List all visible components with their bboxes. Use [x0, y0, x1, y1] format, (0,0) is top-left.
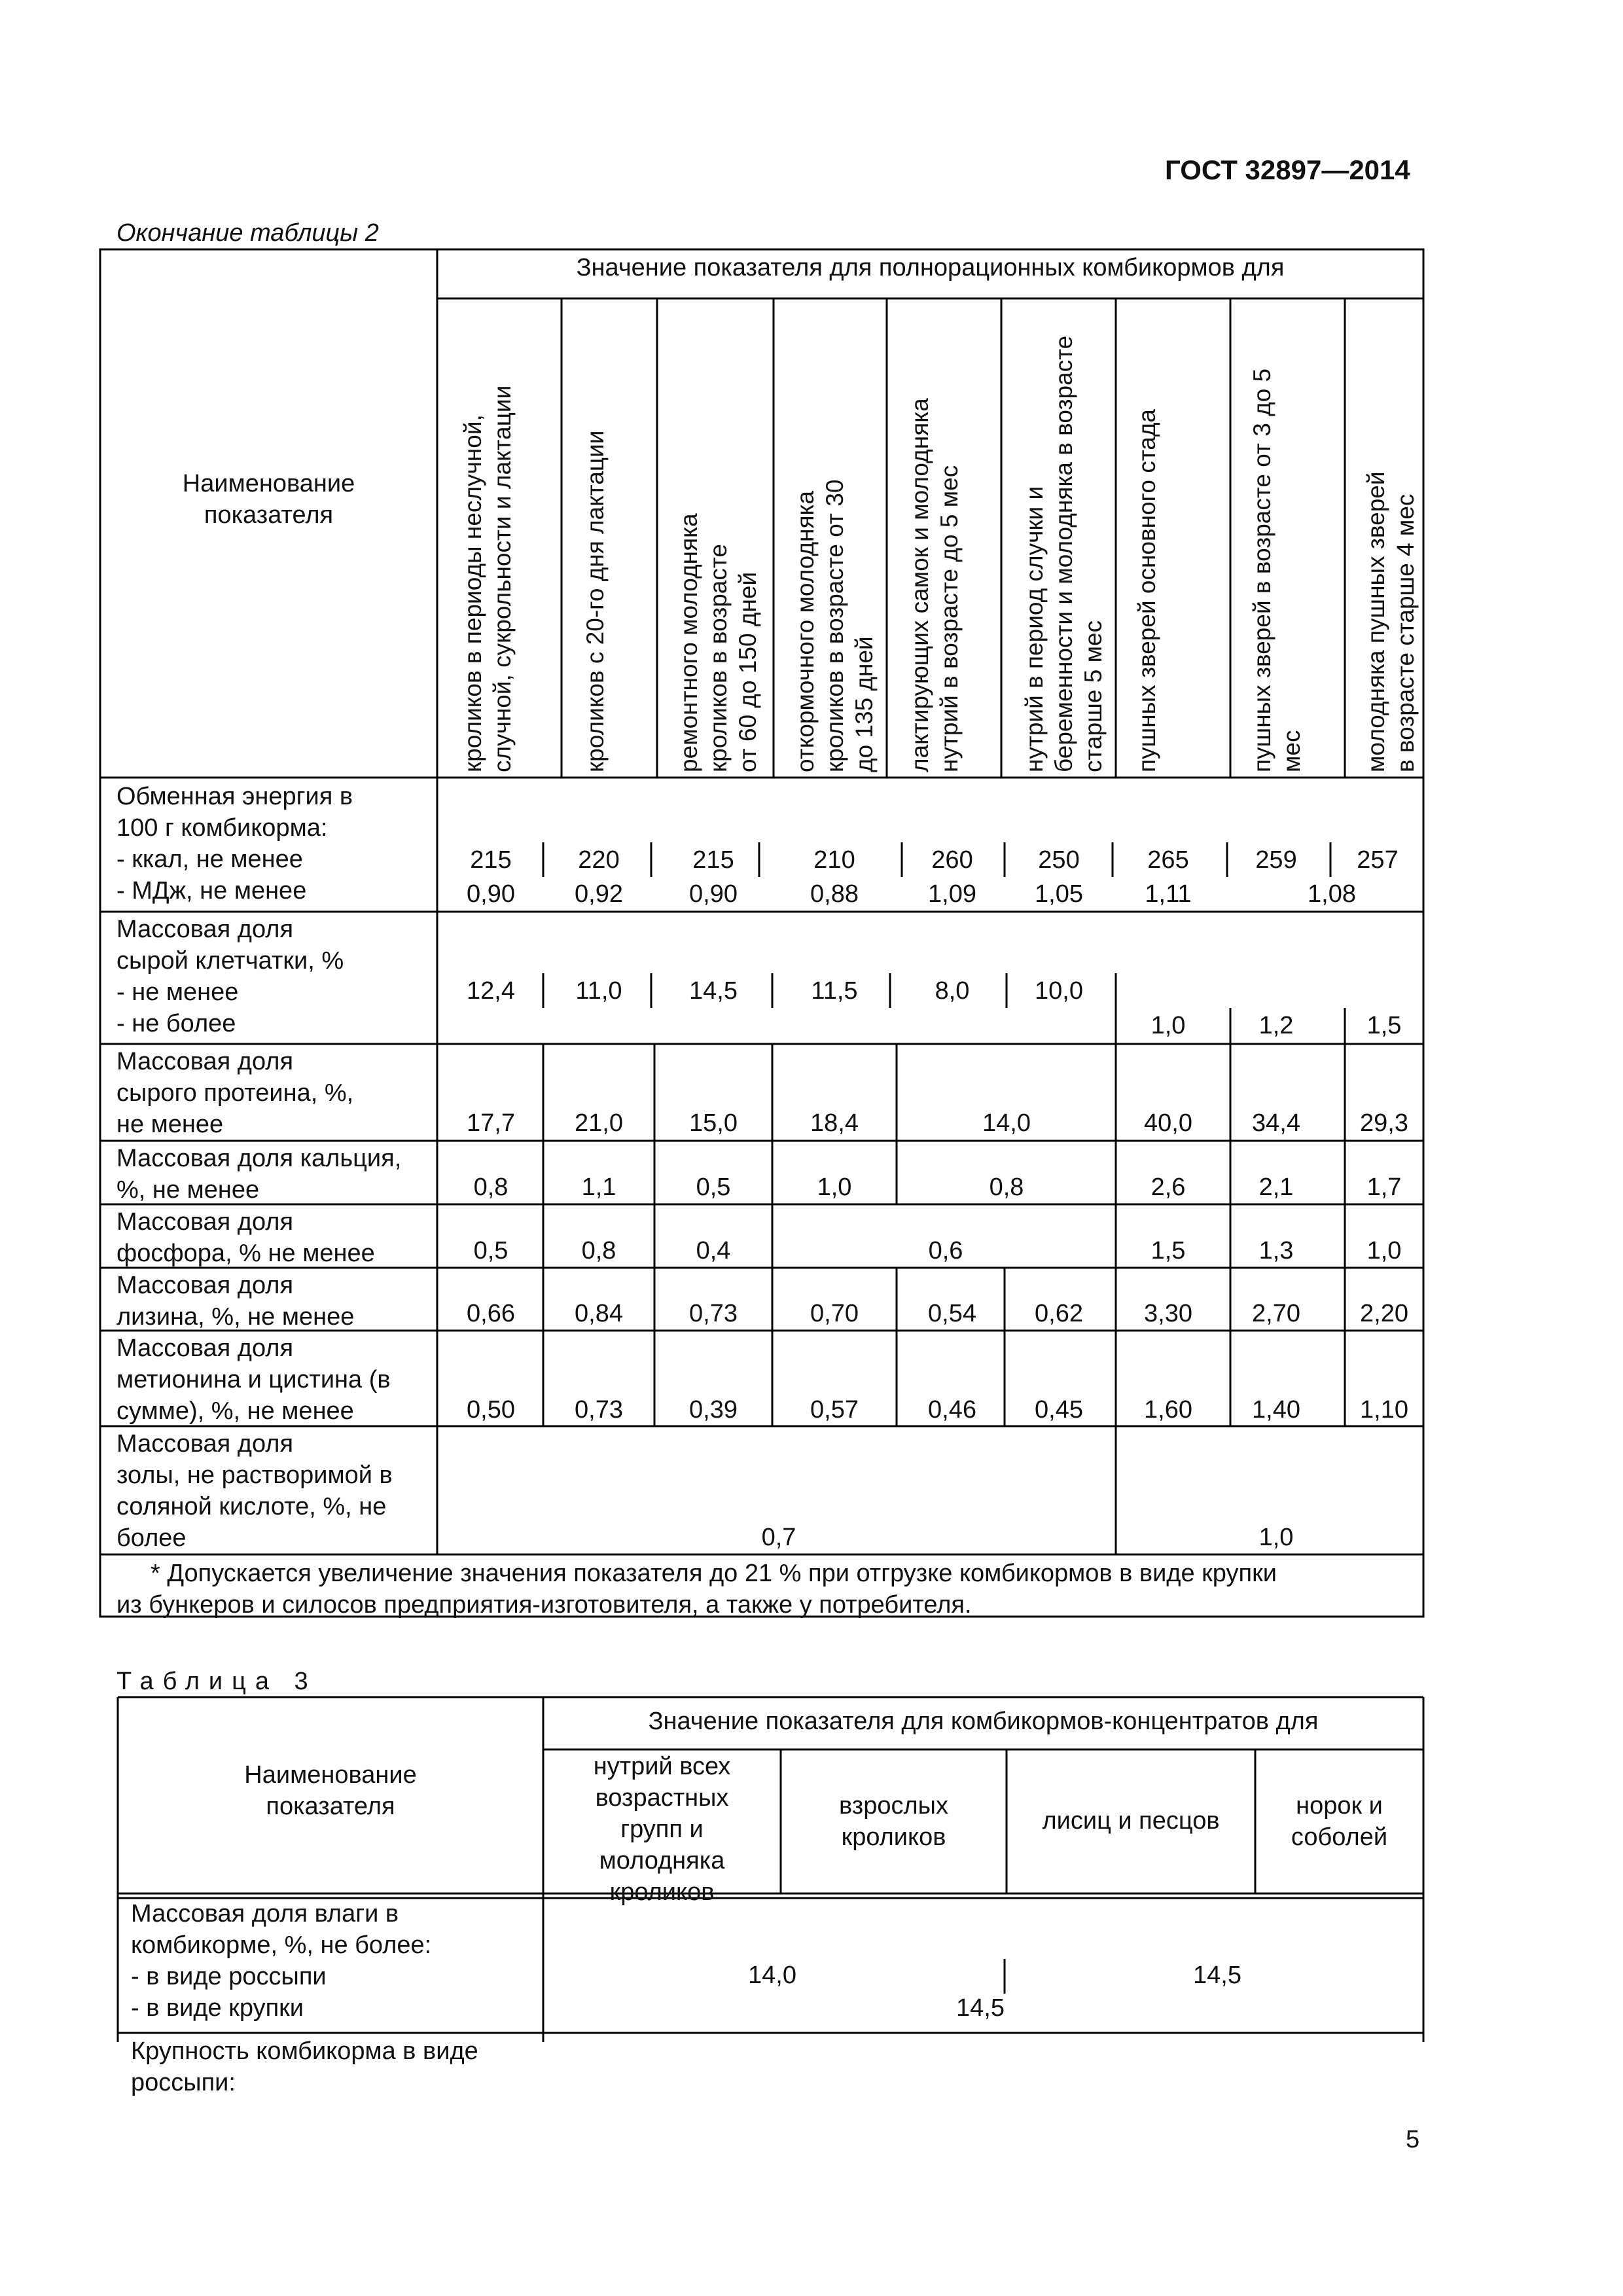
cell-value: 265: [1147, 846, 1189, 874]
cell-value: 14,0: [748, 1962, 796, 1989]
cell-value: 1,05: [1035, 880, 1083, 908]
cell-value: 220: [578, 846, 620, 874]
cell-value: 34,4: [1252, 1109, 1300, 1137]
cell-value: 0,88: [810, 880, 859, 908]
cell-value: 0,50: [467, 1396, 515, 1424]
cell-value: 1,0: [1258, 1524, 1294, 1551]
table2-col-header-8: пушных зверей в возрасте от 3 до 5 мес: [1249, 368, 1305, 772]
page-number: 5: [1406, 2126, 1420, 2153]
cell-value: 14,5: [689, 977, 738, 1005]
table2-col-header-4: откормочного молодняка кроликов в возрасте от 30 до 135 дней: [792, 479, 878, 772]
cell-value: 11,0: [575, 977, 622, 1005]
table2-col-header-5: лактирующих самок и молодняка нутрий в возрасте до 5 мес: [906, 398, 963, 772]
cell-value: 1,60: [1144, 1396, 1192, 1424]
table3-col-header-2: взрослых кроликов: [839, 1792, 948, 1851]
cell-value: 2,1: [1258, 1174, 1294, 1201]
row-label-lysine: Массовая доля лизина, %, не менее: [116, 1272, 355, 1331]
cell-value: 0,84: [575, 1300, 623, 1327]
cell-value: 12,4: [467, 977, 515, 1005]
table2-col-header-6: нутрий в период случки и беременности и молодняка в возрасте старше 5 мес: [1021, 335, 1107, 772]
table2-group-header: Значение показателя для полнорационных комбикормов для: [576, 254, 1285, 281]
cell-value: 1,40: [1252, 1396, 1300, 1424]
table2-col-header-1: кроликов в периоды неслучной, случной, сукрольности и лактации: [459, 385, 516, 772]
cell-value: 0,62: [1035, 1300, 1083, 1327]
row-label-ash: Массовая доля золы, не растворимой в соляной кислоте, %, не более: [116, 1430, 393, 1552]
cell-value: 0,90: [467, 880, 515, 908]
cell-value: 14,5: [1193, 1962, 1241, 1989]
cell-value: 1,7: [1366, 1174, 1402, 1201]
cell-value: 0,4: [696, 1237, 731, 1265]
row-label-phosphorus: Массовая доля фосфора, % не менее: [116, 1208, 375, 1267]
cell-value: 1,10: [1360, 1396, 1408, 1424]
cell-value: 14,0: [982, 1109, 1031, 1137]
t3-row-label-moisture: Массовая доля влаги в комбикорме, %, не более: - в виде россыпи - в виде крупки: [131, 1900, 432, 2022]
cell-value: 0,8: [989, 1174, 1024, 1201]
cell-value: 0,5: [696, 1174, 731, 1201]
cell-value: 0,8: [473, 1174, 508, 1201]
cell-value: 1,11: [1145, 880, 1192, 908]
table3-col-header-1: нутрий всех возрастных групп и молодняка кроликов: [593, 1753, 731, 1906]
cell-value: 0,57: [810, 1396, 859, 1424]
cell-value: 0,70: [810, 1300, 859, 1327]
cell-value: 1,0: [1366, 1237, 1402, 1265]
cell-value: 11,5: [811, 977, 858, 1005]
table2-caption: Окончание таблицы 2: [116, 219, 379, 247]
cell-value: 215: [470, 846, 512, 874]
cell-value: 10,0: [1035, 977, 1083, 1005]
table2-col-header-7: пушных зверей основного стада: [1133, 409, 1160, 772]
cell-value: 257: [1357, 846, 1399, 874]
cell-value: 0,39: [689, 1396, 738, 1424]
cell-value: 1,09: [928, 880, 976, 908]
cell-value: 259: [1255, 846, 1297, 874]
table2-col-header-3: ремонтного молодняка кроликов в возрасте от 60 до 150 дней: [675, 513, 761, 772]
cell-value: 1,0: [1150, 1012, 1186, 1039]
cell-value: 0,92: [575, 880, 623, 908]
cell-value: 210: [813, 846, 855, 874]
cell-value: 1,2: [1258, 1012, 1294, 1039]
cell-value: 2,20: [1360, 1300, 1408, 1327]
cell-value: 14,5: [956, 1994, 1005, 2022]
cell-value: 0,54: [928, 1300, 976, 1327]
cell-value: 0,73: [689, 1300, 738, 1327]
cell-value: 1,08: [1308, 880, 1356, 908]
cell-value: 2,6: [1150, 1174, 1186, 1201]
row-label-methionine: Массовая доля метионина и цистина (в сумме), %, не менее: [116, 1335, 391, 1425]
t3-row-label-size: Крупность комбикорма в виде россыпи:: [131, 2037, 478, 2096]
table2-col-header-2: кроликов с 20-го дня лактации: [582, 430, 609, 772]
table3-caption: Таблица 3: [116, 1668, 317, 1695]
cell-value: 250: [1038, 846, 1080, 874]
cell-value: 17,7: [467, 1109, 515, 1137]
cell-value: 260: [931, 846, 973, 874]
table3-group-header: Значение показателя для комбикормов-концентратов для: [648, 1708, 1319, 1735]
cell-value: 0,45: [1035, 1396, 1083, 1424]
cell-value: 0,46: [928, 1396, 976, 1424]
cell-value: 18,4: [810, 1109, 859, 1137]
cell-value: 8,0: [935, 977, 970, 1005]
row-label-energy: Обменная энергия в 100 г комбикорма: - ккал, не менее - МДж, не менее: [116, 783, 353, 905]
table2-col-header-9: молодняка пушных зверей в возрасте старше 4 мес: [1363, 471, 1419, 772]
cell-value: 15,0: [689, 1109, 738, 1137]
cell-value: 0,5: [473, 1237, 508, 1265]
row-label-fibre: Массовая доля сырой клетчатки, % - не менее - не более: [116, 916, 344, 1037]
table3-col-header-4: норок и соболей: [1291, 1792, 1388, 1851]
cell-value: 0,7: [761, 1524, 796, 1551]
table2-footnote: * Допускается увеличение значения показателя до 21 % при отгрузке комбикормов в виде крупки из бункеров и силосов предприятия-изготовителя, а также у потребителя.: [116, 1560, 1277, 1619]
row-label-protein: Массовая доля сырого протеина, %, не менее: [116, 1048, 354, 1138]
cell-value: 21,0: [575, 1109, 623, 1137]
cell-value: 29,3: [1360, 1109, 1408, 1137]
document-code: ГОСТ 32897—2014: [1165, 154, 1410, 185]
cell-value: 40,0: [1144, 1109, 1192, 1137]
cell-value: 0,8: [581, 1237, 616, 1265]
cell-value: 3,30: [1144, 1300, 1192, 1327]
cell-value: 0,66: [467, 1300, 515, 1327]
cell-value: 1,5: [1150, 1237, 1186, 1265]
cell-value: 1,0: [817, 1174, 852, 1201]
cell-value: 1,5: [1366, 1012, 1402, 1039]
table3-name-header: Наименование показателя: [244, 1761, 417, 1820]
table3-col-header-3: лисиц и песцов: [1042, 1807, 1220, 1835]
cell-value: 0,6: [928, 1237, 963, 1265]
cell-value: 1,1: [581, 1174, 616, 1201]
cell-value: 0,73: [575, 1396, 623, 1424]
cell-value: 1,3: [1258, 1237, 1294, 1265]
cell-value: 2,70: [1252, 1300, 1300, 1327]
table2-name-header: Наименование показателя: [182, 470, 355, 529]
cell-value: 215: [692, 846, 734, 874]
row-label-calcium: Массовая доля кальция, %, не менее: [116, 1145, 402, 1204]
cell-value: 0,90: [689, 880, 738, 908]
